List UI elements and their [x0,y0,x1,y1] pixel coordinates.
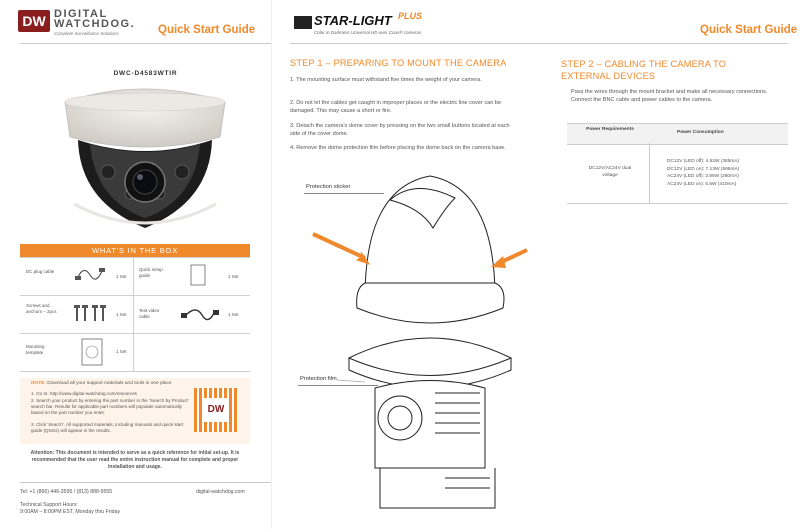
step1-item-1: 1. The mounting surface must withstand five times the weight of your camera. [290,77,482,83]
logo-name-line2: WATCHDOG. [54,18,136,30]
attention-text: Attention: This document is intended to serve as a quick reference for initial set-up. It is recommended that the user read the entire instruction manual for complete and proper installation and usage. [30,450,240,470]
label-protection-film: Protection film [300,376,337,382]
mounting-template-icon [80,337,106,367]
step1-item-2: 2. Do not let the cables get caught in improper places or the electric line cover can be damaged. This may cause a short or fire. [290,100,502,114]
brand-name: STAR-LIGHT [314,13,392,28]
support-hours: 9:00AM – 8:00PM EST, Monday thru Friday [20,509,121,515]
camera-image [60,82,230,232]
power-table-bottom [567,203,788,204]
support-hours-label: Technical Support Hours: [20,502,78,508]
power-consumption-list [667,158,739,188]
attention-note [30,450,240,480]
box-item-name: DC plug cable [26,269,55,274]
power-table [567,123,788,203]
note-step-2: 2. Search your product by entering the part number in the 'Search by Product' search bar. Results for applicable part numbers will populate automatically based on the part number you enter. [31,398,189,415]
logo-tagline: Complete Surveillance Solutions [54,31,119,36]
support-phone: Tel: +1 (866) 446-3595 / (813) 888-9555 [20,489,113,495]
power-req-header: Power Requirements [586,127,634,132]
box-table [20,257,250,372]
note-text: Download all your support materials and tools in one place [47,381,172,386]
page-divider [271,0,272,529]
sticker-leader-line [304,193,384,194]
box-item-name: Screws and anchors – 2pcs [26,303,57,314]
box-item-qty: 1 Set [116,274,127,279]
camera-diagram [295,168,530,529]
support-website[interactable]: digital-watchdog.com [196,489,245,495]
box-item-qty: 1 Set [228,312,239,317]
step1-item-4: 4. Remove the dome protection film before placing the dome back on the camera base. [290,145,506,151]
step1-title: STEP 1 – PREPARING TO MOUNT THE CAMERA [290,58,507,68]
power-req-value: DC12V/AC24V dual voltage [588,166,632,178]
box-item-name: Quick setup guide [139,267,163,278]
logo-name [54,9,135,29]
note-heading [31,381,172,386]
box-item-qty: 1 Set [228,274,239,279]
footer-rule [20,482,271,483]
starlight-logo-icon [294,16,312,29]
dc-plug-cable-icon [74,263,106,287]
power-table-vline [649,143,650,203]
box-item-qty: 1 Set [116,312,127,317]
box-heading: WHAT'S IN THE BOX [20,244,250,257]
step2-title: STEP 2 – CABLING THE CAMERA TO EXTERNAL DEVICES [561,59,727,81]
film-leader-line [298,385,378,386]
power-row: DC12V (LED off): 4.62W (385mA) [667,159,740,164]
step2-text: Pass the wires through the mount bracket and make all necessary connections. Connect the BNC cable and power cables to the camera. [571,89,768,103]
step1-item-3: 3. Detach the camera's dome cover by pressing on the two small buttons located at each side of the cover dome. [290,123,510,137]
note-label: NOTE: [31,381,46,386]
right-guide-title: Quick Start Guide [700,24,798,36]
box-item-name: Test video cable [139,308,160,319]
left-header-rule [20,43,271,44]
power-row: DC12V (LED on): 7.13W (595mA) [667,166,740,172]
model-number: DWC-D4583WTIR [113,70,178,77]
dw-logo-icon: DW [18,10,50,32]
box-item-name: Mounting template [26,344,45,355]
quick-guide-icon [188,263,208,289]
right-header-rule [290,43,788,44]
power-row: AC24V (LED on): 6.5W (410mA) [667,181,737,187]
note-step-3: 3. Click 'Search'. All supported materials, including manuals and quick start guide (QSGs) will appear in the results. [31,422,184,433]
test-video-cable-icon [180,301,220,327]
note-step-1: 1. Go to: http://www.digital-watchdog.com/resources [31,391,137,396]
power-consumption-header: Power Consumption [677,130,724,135]
logo-name-line1: DIGITAL [54,8,108,20]
qr-dw-logo-icon: DW [204,398,228,422]
brand-tagline: Color in Darkness Universal HD over Coax® cameras [314,30,422,35]
screws-icon [72,301,112,327]
box-item-qty: 1 Set [116,349,127,354]
power-row: AC24V (LED off): 3.96W (280mA) [667,174,739,179]
brand-plus: PLUS [398,11,423,21]
label-protection-sticker: Protection sticker [306,184,351,190]
left-guide-title: Quick Start Guide [158,24,256,36]
